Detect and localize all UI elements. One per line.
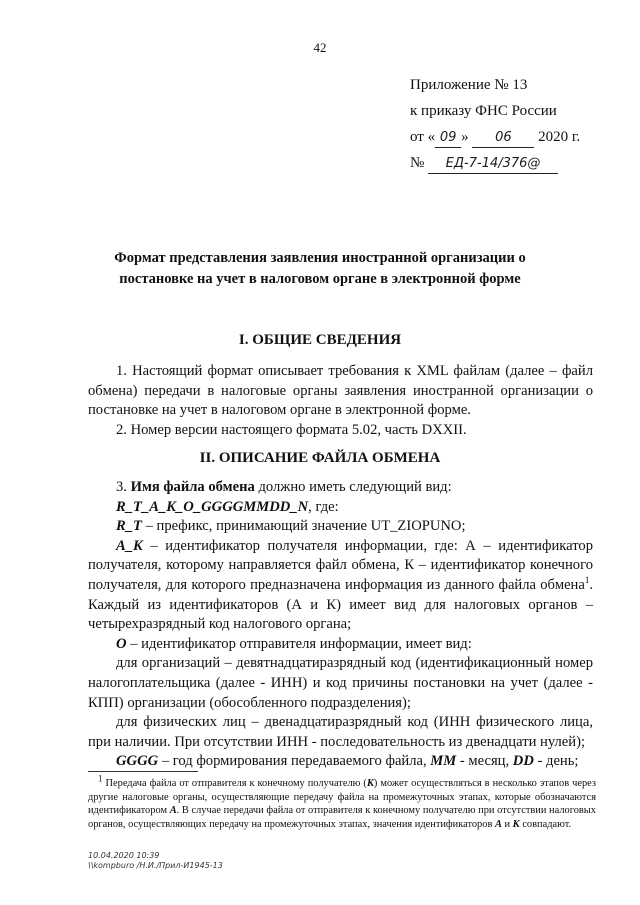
section-1-body <box>88 362 593 440</box>
page-number: 42 <box>313 40 327 55</box>
appendix-line-2: к приказу ФНС России <box>410 103 557 119</box>
appendix-number <box>410 150 558 176</box>
date-definition: GGGG – год формирования передаваемого файла, MM - месяц, DD - день; <box>116 753 579 770</box>
date-prefix: от « <box>410 129 436 145</box>
rt-definition: R_T – префикс, принимающий значение UT_ZIOPUNO; <box>116 518 466 535</box>
section-2-body <box>88 478 593 772</box>
ak-definition: A_K – идентификатор получателя информации, где: А – идентификатор получателя, которому направляется файл обмена, К – идентификатор конечного получателя, для которого предназначена информация из данного файла обмена$^1$. Каждый из идентификаторов (А и К) имеет вид для налоговых органов – четырехразрядный код налогового органа; <box>88 537 593 633</box>
number-prefix: № <box>410 155 425 171</box>
order-number-handwritten: ЕД-7-14/376@ <box>428 155 558 174</box>
document-title: Формат представления заявления иностранной организации о постановке на учет в налоговом органе в электронной форме <box>114 250 526 287</box>
stamp-date: 10.04.2020 10:39 <box>88 851 160 860</box>
appendix-date <box>410 124 580 150</box>
footnote-separator <box>88 771 198 772</box>
footnote: $^1$ Передача файла от отправителя к конечному получателю (К) может осуществляться в несколько этапов через другие налоговые органы, осуществляющие передачу файла на промежуточных этапах, которые обозначаются идентификатором А. В случае передачи файла от отправителя к конечному получателю при отсутствии налоговых органов, осуществляющих передачу на промежуточных этапах, значения идентификаторов А и К совпадают. <box>88 773 596 830</box>
section-1-heading: I. ОБЩИЕ СВЕДЕНИЯ <box>238 332 402 348</box>
pattern-code: R_T_A_K_O_GGGGMMDD_N <box>116 498 309 515</box>
appendix-line-1: Приложение № 13 <box>410 77 528 93</box>
date-day: 09 <box>435 129 461 148</box>
date-year: 2020 г. <box>538 129 581 145</box>
person-definition: для физических лиц – двенадцатиразрядный код (ИНН физического лица, при наличии. При отсутствии ИНН - последовательность из двенадцати нулей); <box>88 714 593 750</box>
file-name-pattern: R_T_A_K_O_GGGGMMDD_N, где: <box>116 498 339 515</box>
file-name-term: Имя файла обмена <box>130 479 255 495</box>
section-2-heading: II. ОПИСАНИЕ ФАЙЛА ОБМЕНА <box>199 450 441 466</box>
paragraph-3: 3. Имя файла обмена должно иметь следующий вид: <box>116 479 452 495</box>
date-mid: » <box>461 129 469 145</box>
footnote-ref: 1 <box>584 575 590 586</box>
paragraph-2: 2. Номер версии настоящего формата 5.02, часть DXXII. <box>116 421 467 438</box>
stamp-path: \\kompburo /Н.И./Прил-И1945-13 <box>88 861 223 870</box>
org-definition: для организаций – девятнадцатиразрядный код (идентификационный номер налогоплательщика (далее - ИНН) и код причины постановки на учет (далее - КПП) организации (обособленного подразделения); <box>88 655 593 711</box>
paragraph-1: 1. Настоящий формат описывает требования к XML файлам (далее – файл обмена) передачи в налоговые органы заявления иностранной организации о постановке на учет в налоговом органе в электронной форме. <box>88 363 593 419</box>
date-month: 06 <box>472 129 534 148</box>
o-definition: O – идентификатор отправителя информации, имеет вид: <box>116 635 472 652</box>
print-stamp <box>88 851 223 871</box>
footnote-marker: 1 <box>98 773 103 784</box>
